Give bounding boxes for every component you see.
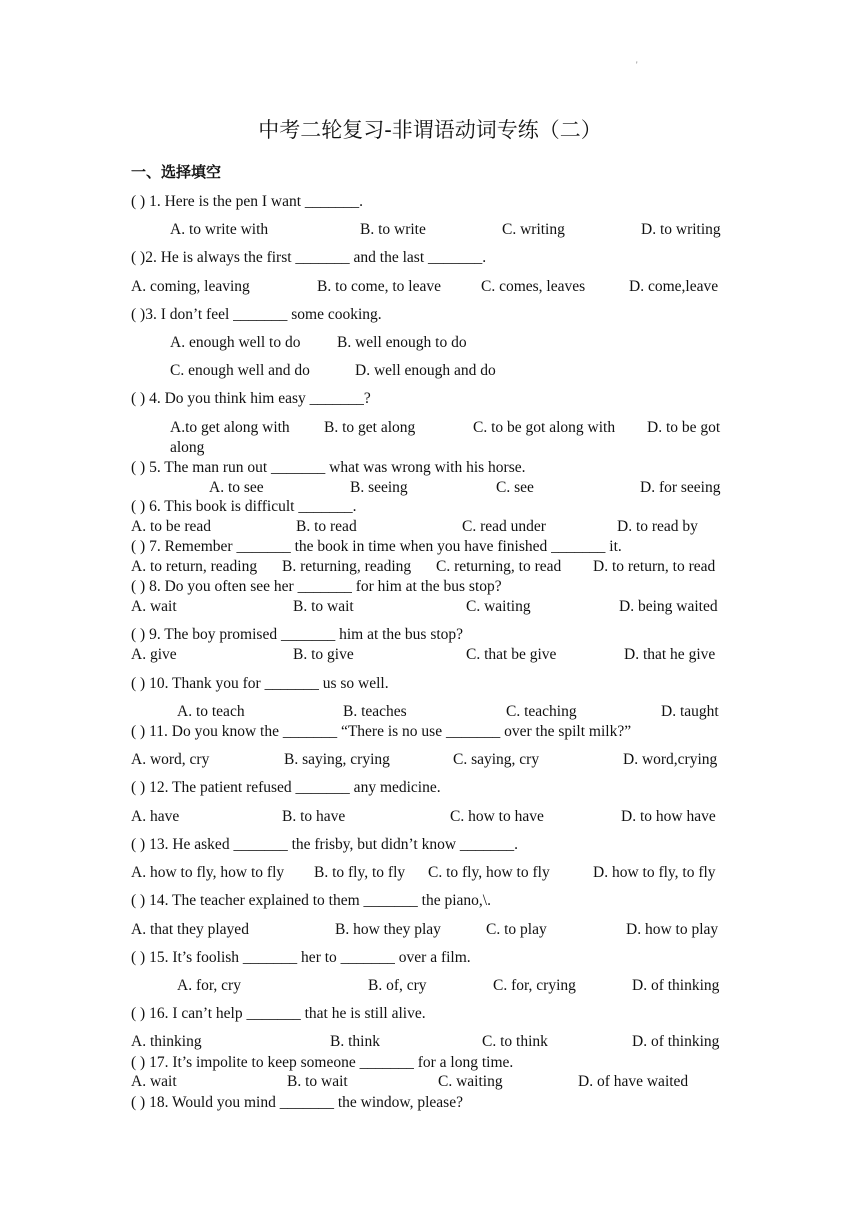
option-b: B. to get along — [324, 419, 416, 436]
option-a: A. have — [131, 808, 180, 825]
option-d: D. how to play — [626, 921, 719, 938]
option-d: D. of thinking — [632, 1033, 720, 1050]
option-a: A. for, cry — [177, 977, 241, 994]
option-d: D. of have waited — [578, 1073, 689, 1090]
page-title: 中考二轮复习-非谓语动词专练（二） — [258, 118, 602, 142]
option-a: A. to teach — [177, 703, 245, 720]
option-c: C. saying, cry — [453, 751, 540, 768]
option-b: B. to come, to leave — [317, 278, 441, 295]
question-stem: ( ) 5. The man run out _______ what was wrong with his horse. — [131, 459, 526, 476]
option-c: C. to fly, how to fly — [428, 864, 550, 881]
option-a: A. to return, reading — [131, 558, 258, 575]
option-d: D. being waited — [619, 598, 718, 615]
option-c: C. that be give — [466, 646, 557, 663]
option-b: B. returning, reading — [282, 558, 412, 575]
option-a: A. how to fly, how to fly — [131, 864, 285, 881]
option-c: C. returning, to read — [436, 558, 562, 575]
option-c: C. to think — [482, 1033, 548, 1050]
option-a: A. enough well to do — [170, 334, 301, 351]
option-a: A. to write with — [170, 221, 269, 238]
option-a: A. wait — [131, 1073, 177, 1090]
option-d: D. for seeing — [640, 479, 721, 496]
option-b: B. teaches — [343, 703, 407, 720]
option-d: D. to be got — [647, 419, 721, 436]
question-stem: ( ) 16. I can’t help _______ that he is still alive. — [131, 1005, 426, 1022]
question-stem: ( )3. I don’t feel _______ some cooking. — [131, 306, 382, 323]
question-stem: ( ) 18. Would you mind _______ the window, please? — [131, 1094, 463, 1111]
option-b: B. of, cry — [368, 977, 427, 994]
option-d: D. how to fly, to fly — [593, 864, 716, 881]
option-d: D. to writing — [641, 221, 721, 238]
question-stem: ( ) 1. Here is the pen I want _______. — [131, 193, 364, 210]
option-a: A. to see — [209, 479, 264, 496]
question-stem: ( ) 9. The boy promised _______ him at the bus stop? — [131, 626, 464, 643]
option-a: A.to get along with — [170, 419, 290, 436]
option-c: C. to be got along with — [473, 419, 616, 436]
option-b: B. to have — [282, 808, 346, 825]
option-a: A. that they played — [131, 921, 249, 938]
question-stem: ( ) 12. The patient refused _______ any medicine. — [131, 779, 441, 796]
option-d: D. word,crying — [623, 751, 718, 768]
question-stem: ( ) 13. He asked _______ the frisby, but didn’t know _______. — [131, 836, 519, 853]
option-a: A. word, cry — [131, 751, 210, 768]
option-b: B. to fly, to fly — [314, 864, 406, 881]
option-c: C. waiting — [466, 598, 531, 615]
option-d: D. to how have — [621, 808, 716, 825]
option-d: D. that he give — [624, 646, 716, 663]
question-stem: ( ) 7. Remember _______ the book in time when you have finished _______ it. — [131, 538, 622, 555]
question-stem: ( ) 4. Do you think him easy _______? — [131, 390, 371, 407]
option-a: A. thinking — [131, 1033, 202, 1050]
option-c: C. read under — [462, 518, 546, 535]
option-c: C. enough well and do — [170, 362, 310, 379]
question-stem: ( ) 11. Do you know the _______ “There is no use _______ over the spilt milk?” — [131, 723, 632, 740]
option-c: C. waiting — [438, 1073, 503, 1090]
option-a: A. give — [131, 646, 177, 663]
option-c: C. to play — [486, 921, 547, 938]
section-heading: 一、选择填空 — [131, 163, 222, 181]
option-d: D. well enough and do — [355, 362, 496, 379]
option-b: B. to give — [293, 646, 354, 663]
option-b: B. saying, crying — [284, 751, 390, 768]
option-d-continued: along — [170, 439, 205, 456]
option-c: C. teaching — [506, 703, 577, 720]
question-stem: ( ) 17. It’s impolite to keep someone _______ for a long time. — [131, 1054, 514, 1071]
option-a: A. wait — [131, 598, 177, 615]
option-c: C. how to have — [450, 808, 544, 825]
question-stem: ( ) 15. It’s foolish _______ her to _______ over a film. — [131, 949, 471, 966]
option-c: C. comes, leaves — [481, 278, 586, 295]
option-a: A. to be read — [131, 518, 212, 535]
page-mark: ' — [636, 60, 638, 70]
option-b: B. to wait — [293, 598, 354, 615]
option-d: D. to read by — [617, 518, 698, 535]
question-stem: ( ) 8. Do you often see her _______ for him at the bus stop? — [131, 578, 502, 595]
option-d: D. of thinking — [632, 977, 720, 994]
option-c: C. for, crying — [493, 977, 576, 994]
question-stem: ( ) 6. This book is difficult _______. — [131, 498, 357, 515]
option-b: B. to wait — [287, 1073, 348, 1090]
option-b: B. think — [330, 1033, 380, 1050]
option-a: A. coming, leaving — [131, 278, 250, 295]
question-stem: ( ) 10. Thank you for _______ us so well. — [131, 675, 389, 692]
question-stem: ( )2. He is always the first _______ and the last _______. — [131, 249, 487, 266]
option-b: B. to write — [360, 221, 426, 238]
question-stem: ( ) 14. The teacher explained to them _______ the piano,\. — [131, 892, 491, 909]
option-d: D. to return, to read — [593, 558, 716, 575]
option-c: C. see — [496, 479, 534, 496]
option-b: B. well enough to do — [337, 334, 467, 351]
option-b: B. how they play — [335, 921, 441, 938]
option-c: C. writing — [502, 221, 565, 238]
option-b: B. to read — [296, 518, 357, 535]
option-b: B. seeing — [350, 479, 408, 496]
option-d: D. taught — [661, 703, 719, 720]
option-d: D. come,leave — [629, 278, 719, 295]
